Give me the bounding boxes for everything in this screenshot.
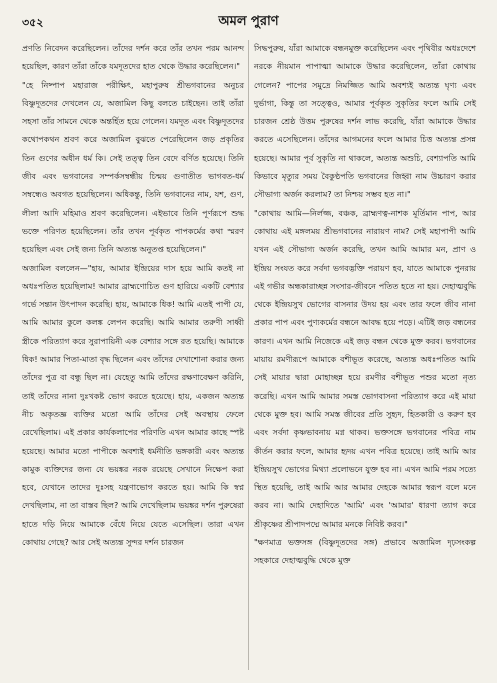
paragraph: "কোথায় আমি—নির্লজ্জ, বঞ্চক, ব্রাহ্মণত্ব-নাশক মূর্তিমান পাপ, আর কোথায় এই মঙ্গলময় শ্রীভগবানের নারায়ণ নাম? সেই মহাপাপী আমি যখন এই সৌভাগ্য অর্জন করেছি, তখন আমি আমার মন, প্রাণ ও ইন্দ্রিয় সংযত করে সর্বদা ভগবদ্ভক্তি পরায়ণ হব, যাতে আমাকে পুনরায় এই গভীর অন্ধকারাচ্ছন্ন সংসার-জীবনে পতিত হতে না হয়। দেহাত্মবুদ্ধি থেকে ইন্দ্রিয়সুখ ভোগের বাসনার উদয় হয় এবং তার ফলে জীব নানা প্রকার পাপ এবং পুণ্যকর্মের বন্ধনে আবদ্ধ হয়ে পড়ে। এটিই জড় বন্ধনের কারণ। এখন আমি নিজেকে এই জড় বন্ধন থেকে মুক্ত করব। ভগবানের মায়ায় রমণীরূপে আমাকে বশীভূত করেছে, অত্যন্ত অধঃপতিত আমি সেই মায়ার দ্বারা মোহাচ্ছন্ন হয়ে রমণীর বশীভূত পশুর মতো নৃত্য করেছি। এখন আমি আমার সমস্ত ভোগবাসনা পরিত্যাগ করে এই মায়া থেকে মুক্ত হব। আমি সমস্ত জীবের প্রতি সুহৃদ, হিতকারী ও করুণ হব এবং সর্বদা কৃষ্ণভাবনায় মগ্ন থাকব। ভক্তসঙ্গে ভগবানের পবিত্র নাম কীর্তন করার ফলে, আমার হৃদয় এখন পবিত্র হয়েছে। তাই আমি আর ইন্দ্রিয়সুখ ভোগের মিথ্যা প্রলোভনে যুক্ত হব না। এখন আমি পরম সত্যে স্থিত হয়েছি, তাই আমি আর আমার দেহকে আমার স্বরূপ বলে মনে করব না। আমি দেহাদিতে 'আমি' এবং 'আমার' ধারণা ত্যাগ করে শ্রীকৃষ্ণের শ্রীপাদপদ্মে আমার মনকে নিবিষ্ট করব।" xyxy=(254,208,476,529)
paragraph: অজামিল বললেন—"হায়, আমার ইন্দ্রিয়ের দাস হয়ে আমি কতই না অধঃপতিত হয়েছিলাম! আমার ব্রাহ্মণোচিত গুণ হারিয়ে একটি বেশ্যার গর্ভে সন্তান উৎপাদন করেছি। হায়, আমাকে ধিক! আমি এতই পাপী যে, আমি আমার কুলে কলঙ্ক লেপন করেছি। আমি আমার তরুণী সাধ্বী স্ত্রীকে পরিত্যাগ করে সুরাপায়িনী এক বেশ্যার সঙ্গে রত হয়েছি। আমাকে ধিক! আমার পিতা-মাতা বৃদ্ধ ছিলেন এবং তাঁদের দেখাশোনা করার জন্য তাঁদের পুত্র বা বন্ধু ছিল না। যেহেতু আমি তাঁদের রক্ষণাবেক্ষণ করিনি, তাই তাঁদের নানা দুঃখকষ্ট ভোগ করতে হয়েছে। হায়, একজন অত্যন্ত নীচ অকৃতজ্ঞ ব্যক্তির মতো আমি তাঁদের সেই অবস্থায় ফেলে রেখেছিলাম। এই প্রকার কার্যকলাপের পরিণতি এখন আমার কাছে স্পষ্ট হয়েছে। আমার মতো পাপীকে অবশ্যই ধর্মনীতি ভঙ্গকারী এবং অত্যন্ত কামুক ব্যক্তিদের জন্য যে ভয়ঙ্কর নরক রয়েছে সেখানে নিক্ষেপ করা হবে, যেখানে তাদের দুঃসহ যন্ত্রণাভোগ করতে হয়। আমি কি স্বপ্ন দেখছিলাম, না তা বাস্তব ছিল? আমি দেখেছিলাম ভয়ঙ্কর দর্শন পুরুষেরা হাতে দড়ি নিয়ে আমাকে বেঁধে নিয়ে যেতে এসেছিল। তারা এখন কোথায় গেছে? আর সেই অত্যন্ত সুন্দর দর্শন চারজন xyxy=(22,263,244,548)
paragraph: সিদ্ধপুরুষ, যাঁরা আমাকে বন্ধনমুক্ত করেছিলেন এবং পৃথিবীর অধঃদেশে নরকে নীয়মান পাপাত্মা আমাকে উদ্ধার করেছিলেন, তাঁরা কোথায় গেলেন? পাপের সমুদ্রে নিমজ্জিত আমি অবশ্যই অত্যন্ত ঘৃণ্য এবং দুর্ভাগা, কিন্তু তা সত্ত্বেও, আমার পূর্বকৃত সুকৃতির ফলে আমি সেই চারজন শ্রেষ্ঠ উত্তম পুরুষের দর্শন লাভ করেছি, যাঁরা আমাকে উদ্ধার করতে এসেছিলেন। তাঁদের আগমনের ফলে আমার চিত্ত অত্যন্ত প্রসন্ন হয়েছে। আমার পূর্ব সুকৃতি না থাকলে, অত্যন্ত অশুচি, বেশ্যাপতি আমি কিভাবে মৃত্যুর সময় বৈকুণ্ঠপতি ভগবানের জিহ্বা নাম উচ্চারণ করার সৌভাগ্য অর্জন করলাম? তা নিশ্চয় সম্ভব হত না।" xyxy=(254,44,476,200)
right-column xyxy=(254,40,476,571)
paragraph: প্রণতি নিবেদন করেছিলেন। তাঁদের দর্শন করে তাঁর তখন পরম আনন্দ হয়েছিল, কারণ তাঁরা তাঁকে যমদূতদের হাত থেকে উদ্ধার করেছিলেন।" xyxy=(22,44,244,72)
paragraph: "হে নিষ্পাপ মহারাজ পরীক্ষিৎ, মহাপুরুষ শ্রীভগবানের অনুচর বিষ্ণুদূতদের দেখলেন যে, অজামিল কিছু বলতে চাইছেন। তাই তাঁরা সহসা তাঁর সামনে থেকে অন্তর্হিত হয়ে গেলেন। যমদূত এবং বিষ্ণুদূতদের কথোপকথন শ্রবণ করে অজামিল বুঝতে পেরেছিলেন জড় প্রকৃতির তিন গুণের অধীন ধর্ম কি। সেই তত্ত্ব তিন বেদে বর্ণিত হয়েছে। তিনি জীব এবং ভগবানের সম্পর্কসম্বন্ধীয় চিন্ময় গুণাতীত ভাগবত-ধর্ম সম্বন্ধেও অবগত হয়েছিলেন। অধিকন্তু, তিনি ভগবানের নাম, যশ, গুণ, লীলা আদি মহিমাও শ্রবণ করেছিলেন। এইভাবে তিনি পূর্ণরূপে শুদ্ধ ভক্তে পরিণত হয়েছিলেন। তাঁর তখন পূর্বকৃত পাপকর্মের কথা স্মরণ হয়েছিল এবং সেই জন্য তিনি অত্যন্ত অনুতপ্ত হয়েছিলেন।" xyxy=(22,80,244,255)
left-column xyxy=(22,40,244,552)
page-number: ৩৫২ xyxy=(22,16,44,29)
column-divider xyxy=(248,40,249,670)
paragraph: "ক্ষণমাত্র ভক্তসঙ্গ (বিষ্ণুদূতদের সঙ্গ) প্রভাবে অজামিল দৃঢ়সংকল্প সহকারে দেহাত্মবুদ্ধি থেকে মুক্ত xyxy=(254,538,476,566)
running-title: অমল পুরাণ xyxy=(218,14,279,29)
page-header xyxy=(0,12,497,30)
